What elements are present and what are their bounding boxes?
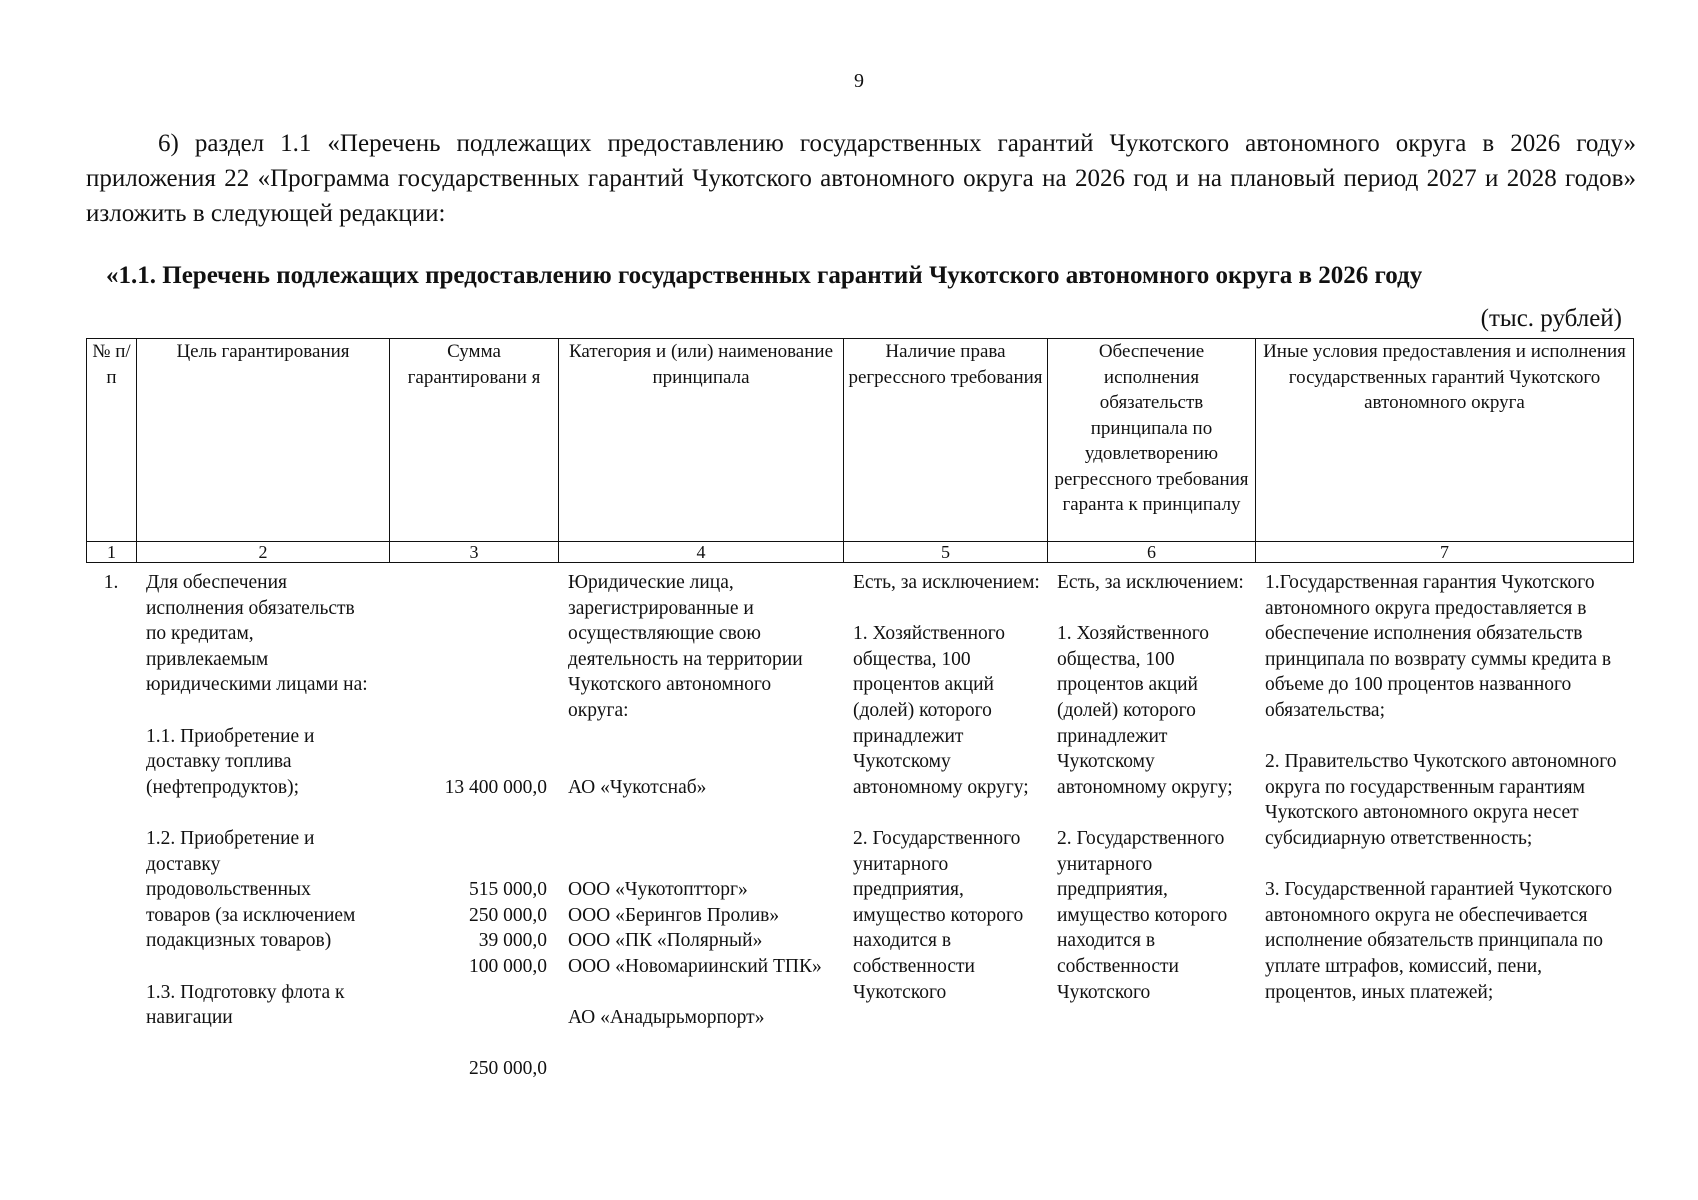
condition-1: 1.Государственная гарантия Чукотского автономного округа предоставляется в обеспечение исполнения обязательств принципала по возврату суммы кредита в объеме до 100 процентов названного обязательства; [1265,572,1612,721]
page-number: 9 [854,70,864,92]
column-number: 1 [87,542,137,563]
header-principal: Категория и (или) наименование принципала [559,339,844,542]
column-number: 4 [559,542,844,563]
amount-value: 250 000,0 [469,1058,547,1080]
principal-name: АО «Анадырьморпорт» [568,1007,765,1029]
header-num: № п/ п [87,339,137,542]
principal-cell [558,570,843,1082]
header-security: Обеспечение исполнения обязательств принципала по удовлетворению регрессного требования гаранта к принципалу [1048,339,1256,542]
amount-value: 100 000,0 [469,955,547,977]
goal-item-3: 1.3. Подготовку флота к навигации [146,981,345,1029]
header-conditions: Иные условия предоставления и исполнения государственных гарантий Чукотского автономного округа [1256,339,1634,542]
condition-3: 3. Государственной гарантией Чукотского автономного округа не обеспечивается исполнение обязательств принципала по уплате штрафов, комиссий, пени, процентов, иных платежей; [1265,879,1613,1003]
principal-name: ООО «ПК «Полярный» [568,930,763,952]
regress-exception-2: 2. Государственного унитарного предприятия, имущество которого находится в собственности Чукотского [853,827,1024,1003]
principal-name: ООО «Чукотоптторг» [568,879,748,901]
goal-item-2: 1.2. Приобретение и доставку продовольственных товаров (за исключением подакцизных товаров) [146,827,356,952]
table-row [86,570,1633,1082]
header-goal: Цель гарантирования [137,339,390,542]
regress-cell [843,570,1047,1082]
regress-intro: Есть, за исключением: [853,572,1040,593]
security-exception-2: 2. Государственного унитарного предприятия, имущество которого находится в собственности Чукотского [1057,827,1228,1003]
header-regress: Наличие права регрессного требования [844,339,1048,542]
intro-paragraph: 6) раздел 1.1 «Перечень подлежащих предоставлению государственных гарантий Чукотского автономного округа в 2026 году» приложения 22 «Программа государственных гарантий Чукотского автономного округа на 2026 год и на плановый период 2027 и 2028 годов» изложить в следующей редакции: [86,130,1636,227]
regress-exception-1: 1. Хозяйственного общества, 100 процентов акций (долей) которого принадлежит Чукотскому автономному округу; [853,623,1029,798]
goal-intro: Для обеспечения исполнения обязательств по кредитам, привлекаемым юридическими лицами на: [146,572,368,696]
column-number: 5 [844,542,1048,563]
guarantee-table-body [86,570,1633,1082]
amount-value: 250 000,0 [469,904,547,926]
security-exception-1: 1. Хозяйственного общества, 100 процентов акций (долей) которого принадлежит Чукотскому автономному округу; [1057,623,1233,798]
column-number: 6 [1048,542,1256,563]
principal-name: ООО «Берингов Пролив» [568,904,780,926]
guarantee-table-header [86,338,1634,563]
principal-intro: Юридические лица, зарегистрированные и осуществляющие свою деятельность на территории Чукотского автономного округа: [568,572,803,721]
section-title: «1.1. Перечень подлежащих предоставлению государственных гарантий Чукотского автономного округа в 2026 году [106,262,1423,289]
unit-label: (тыс. рублей) [1480,305,1622,332]
goal-cell [136,570,389,1082]
principal-name: АО «Чукотснаб» [568,776,707,798]
conditions-cell [1255,570,1633,1082]
amount-value: 39 000,0 [478,930,547,952]
header-row [87,339,1634,542]
column-number: 7 [1256,542,1634,563]
condition-2: 2. Правительство Чукотского автономного округа по государственным гарантиям Чукотского автономного округа несет субсидиарную ответственность; [1265,751,1617,849]
security-intro: Есть, за исключением: [1057,572,1244,593]
amount-cell [389,570,558,1082]
column-number: 2 [137,542,390,563]
column-number-row [87,542,1634,563]
principal-name: ООО «Новомариинский ТПК» [568,955,822,977]
header-amount: Сумма гарантировани я [390,339,559,542]
security-cell [1047,570,1255,1082]
row-number: 1. [103,572,119,593]
amount-value: 13 400 000,0 [444,776,547,798]
goal-item-1: 1.1. Приобретение и доставку топлива (нефтепродуктов); [146,725,315,798]
column-number: 3 [390,542,559,563]
amount-value: 515 000,0 [469,879,547,901]
